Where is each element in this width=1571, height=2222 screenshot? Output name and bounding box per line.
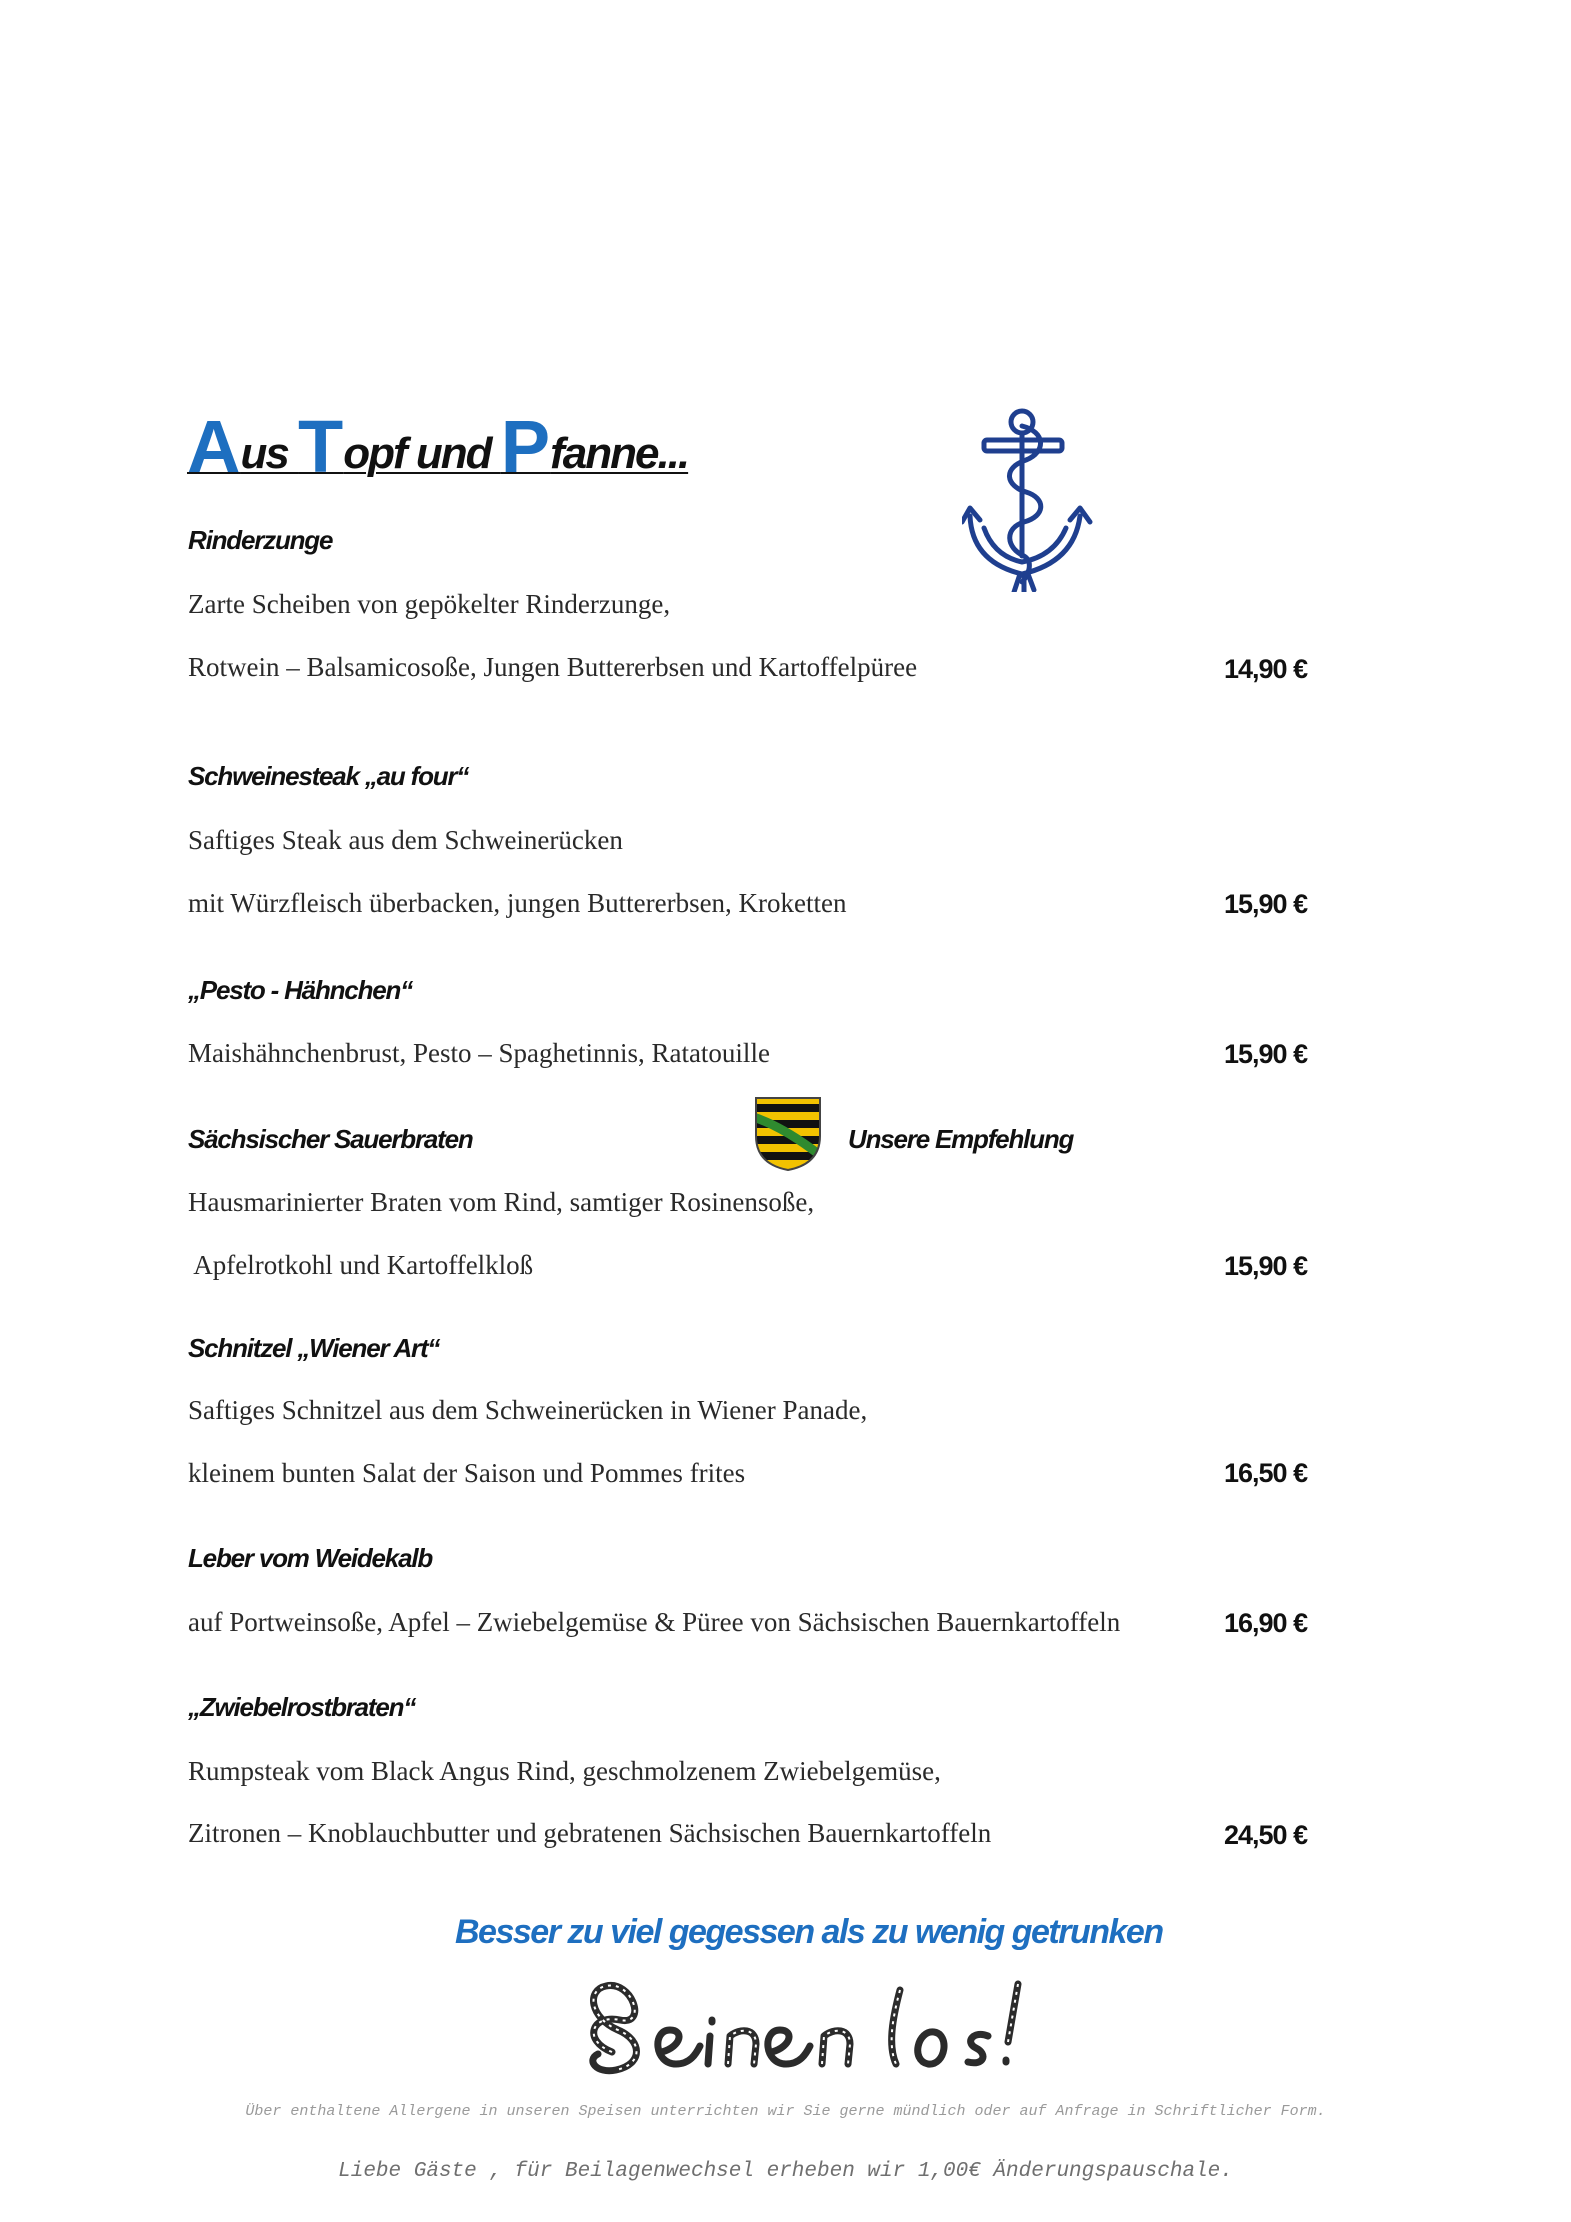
dish-price: 16,90 €: [1224, 1608, 1308, 1638]
dish-description-line: Saftiges Schnitzel aus dem Schweinerücken in Wiener Panade,: [188, 1395, 868, 1425]
anchor-icon: [962, 406, 1096, 592]
dish-description-line: Maishähnchenbrust, Pesto – Spaghetinnis, Ratatouille: [188, 1038, 770, 1068]
heading-initial-p: P: [500, 405, 551, 488]
dish-description-line: Rotwein – Balsamicosoße, Jungen Buttererbsen und Kartoffelpüree: [188, 652, 918, 682]
dish-name-rinderzunge: Rinderzunge: [188, 525, 333, 555]
rope-lettering-graphic: [572, 1960, 1042, 2090]
dish-description-line: Zarte Scheiben von gepökelter Rinderzunge,: [188, 589, 671, 619]
allergen-note: Über enthaltene Allergene in unseren Speisen unterrichten wir Sie gerne mündlich oder auf Anfrage in Schriftlicher Form.: [245, 2103, 1326, 2120]
dish-description-line: Saftiges Steak aus dem Schweinerücken: [188, 825, 623, 855]
heading-initial-a: A: [187, 405, 241, 488]
dish-name-leber-vom-weidekalb: Leber vom Weidekalb: [188, 1543, 433, 1573]
dish-name-schweinesteak: Schweinesteak „au four“: [188, 761, 469, 791]
dish-price: 15,90 €: [1224, 889, 1308, 919]
dish-price: 14,90 €: [1224, 654, 1308, 684]
dish-description-line: Zitronen – Knoblauchbutter und gebratenen Sächsischen Bauernkartoffeln: [188, 1818, 992, 1848]
dish-price: 15,90 €: [1224, 1251, 1308, 1281]
dish-description-line: Apfelrotkohl und Kartoffelkloß: [188, 1250, 534, 1280]
menu-heading: [187, 404, 688, 489]
dish-description-line: kleinem bunten Salat der Saison und Pommes frites: [188, 1458, 746, 1488]
dish-name-schnitzel-wiener-art: Schnitzel „Wiener Art“: [188, 1333, 440, 1363]
dish-price: 15,90 €: [1224, 1039, 1308, 1069]
dish-description-line: Hausmarinierter Braten vom Rind, samtiger Rosinensoße,: [188, 1187, 815, 1217]
dish-price: 16,50 €: [1224, 1458, 1308, 1488]
slogan: Besser zu viel gegessen als zu wenig getrunken: [455, 1913, 1163, 1951]
dish-description-line: Rumpsteak vom Black Angus Rind, geschmolzenem Zwiebelgemüse,: [188, 1756, 941, 1786]
heading-part-t: opf und: [343, 429, 501, 478]
side-dish-fee-note: Liebe Gäste , für Beilagenwechsel erheben wir 1,00€ Änderungspauschale.: [338, 2160, 1233, 2183]
heading-initial-t: T: [298, 405, 344, 488]
dish-description-line: auf Portweinsoße, Apfel – Zwiebelgemüse & Püree von Sächsischen Bauernkartoffeln: [188, 1607, 1121, 1637]
dish-name-zwiebelrostbraten: „Zwiebelrostbraten“: [188, 1692, 416, 1722]
heading-part-a: us: [240, 429, 299, 478]
heading-part-p: fanne...: [550, 429, 689, 478]
recommendation-label: Unsere Empfehlung: [848, 1124, 1074, 1154]
dish-description-line: mit Würzfleisch überbacken, jungen Buttererbsen, Kroketten: [188, 888, 847, 918]
dish-price: 24,50 €: [1224, 1820, 1308, 1850]
dish-name-pesto-haehnchen: „Pesto - Hähnchen“: [188, 975, 412, 1005]
dish-name-saechsischer-sauerbraten: Sächsischer Sauerbraten: [188, 1124, 473, 1154]
saxony-coat-of-arms-icon: [754, 1096, 822, 1172]
